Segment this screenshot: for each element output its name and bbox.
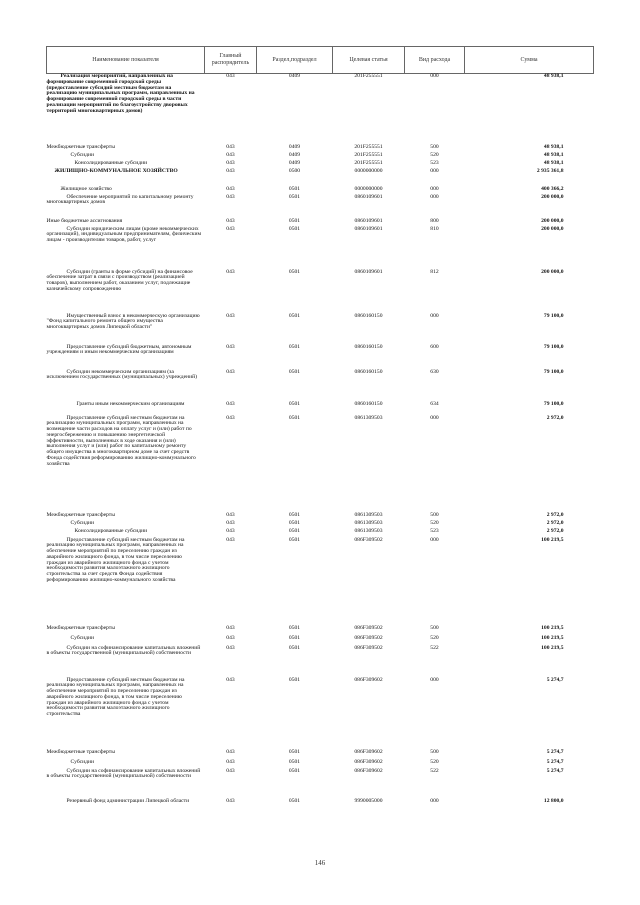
row-name: Консолидированные субсидии: [74, 527, 148, 534]
row-grbs: 043: [226, 767, 235, 774]
row-name: Субсидии (гранты в форме субсидий) на финансовое обеспечение затрат в связи с производством (реализацией товаров), выполнением работ, оказанием услуг, подлежащие казначейскому сопровождению: [46, 268, 193, 292]
row-sum: 48 938,1: [543, 159, 564, 166]
row-name: Реализация мероприятий, направленных на формирование современной городской среды (предоставление субсидий местным бюджетам на реализацию муниципальных программ, направленных на формирование современной городской среды в части реализации мероприятий по благоустройству дворовых территорий многоквартирных домов): [46, 73, 195, 114]
budget-table: [46, 46, 594, 815]
row-sum: 2 972,0: [546, 527, 564, 534]
row-section: 0501: [288, 185, 301, 192]
row-section: 0501: [288, 624, 301, 631]
row-target: 0861309503: [354, 414, 383, 421]
row-expense-type: 520: [430, 758, 439, 765]
row-name: Консолидированные субсидии: [74, 159, 148, 166]
row-section: 0501: [288, 312, 301, 319]
row-grbs: 043: [226, 185, 235, 192]
row-expense-type: 500: [430, 143, 439, 150]
row-grbs: 043: [226, 143, 235, 150]
row-grbs: 043: [226, 511, 235, 518]
row-expense-type: 522: [430, 644, 439, 651]
row-grbs: 043: [226, 634, 235, 641]
row-sum: 5 274,7: [546, 748, 564, 755]
row-target: 9990005000: [354, 797, 383, 804]
row-expense-type: 812: [430, 268, 439, 275]
row-name: Предоставление субсидий местным бюджетам на реализацию муниципальных программ, направленных на обеспечение мероприятий по переселению граждан из аварийного жилищного фонда, в том числе переселению граждан из аварийного жилищного фонда с учетом необходимости развития малоэтажного жилищного строительства: [46, 676, 185, 717]
row-expense-type: 500: [430, 511, 439, 518]
row-grbs: 043: [226, 758, 235, 765]
row-section: 0501: [288, 536, 301, 543]
row-name: Межбюджетные трансферты: [46, 748, 115, 755]
row-section: 0501: [288, 797, 301, 804]
row-name: Резервный фонд администрации Липецкой области: [66, 797, 190, 804]
row-sum: 2 972,0: [546, 519, 564, 526]
row-name: Субсидии: [70, 634, 94, 641]
row-name: Субсидии юридическим лицам (кроме некоммерческих организаций), индивидуальным предпринимателям, физическим лицам - производителям товаров, работ, услуг: [46, 225, 202, 243]
row-target: 201F255551: [354, 143, 383, 150]
row-expense-type: 810: [430, 225, 439, 232]
row-section: 0409: [288, 151, 301, 158]
row-expense-type: 520: [430, 151, 439, 158]
row-section: 0501: [288, 758, 301, 765]
row-name: Имущественный взнос в некоммерческую организацию "Фонд капитального ремонта общего имущества многоквартирных домов Липецкой области": [46, 312, 200, 330]
row-target: 086F309502: [354, 536, 383, 543]
row-expense-type: 523: [430, 159, 439, 166]
row-name: Субсидии некоммерческим организациям (за исключением государственных (муниципальных) учреждений): [46, 368, 197, 381]
row-sum: 200 000,0: [541, 193, 564, 200]
row-sum: 48 938,1: [543, 73, 564, 79]
row-expense-type: 000: [430, 167, 439, 174]
row-section: 0501: [288, 676, 301, 683]
row-grbs: 043: [226, 527, 235, 534]
row-expense-type: 520: [430, 519, 439, 526]
row-name: Предоставление субсидий бюджетным, автономным учреждениям и иным некоммерческим организациям: [46, 343, 192, 356]
row-sum: 200 000,0: [541, 217, 564, 224]
row-section: 0409: [288, 143, 301, 150]
row-target: 0861309503: [354, 527, 383, 534]
row-sum: 5 274,7: [546, 676, 564, 683]
row-sum: 100 219,5: [541, 536, 564, 543]
row-name: Предоставление субсидий местным бюджетам на реализацию муниципальных программ, направленных на обеспечение мероприятий по переселению граждан из аварийного жилищного фонда, в том числе переселению граждан из аварийного жилищного фонда с учетом необходимости развития малоэтажного жилищного строительства за счет средств Фонда содействия реформированию жилищно-коммунального хозяйства: [46, 536, 185, 583]
row-name: Субсидии на софинансирование капитальных вложений в объекты государственной (муниципальной) собственности: [46, 767, 201, 780]
row-name: Межбюджетные трансферты: [46, 511, 115, 518]
row-section: 0501: [288, 644, 301, 651]
row-name: Субсидии: [70, 758, 94, 765]
row-expense-type: 000: [430, 185, 439, 192]
row-target: 086F309502: [354, 644, 383, 651]
row-section: 0409: [288, 73, 301, 79]
row-grbs: 043: [226, 797, 235, 804]
row-expense-type: 000: [430, 414, 439, 421]
row-sum: 2 972,0: [546, 414, 564, 421]
row-expense-type: 000: [430, 73, 439, 79]
row-grbs: 043: [226, 217, 235, 224]
row-sum: 400 366,2: [541, 185, 564, 192]
row-expense-type: 522: [430, 767, 439, 774]
row-target: 0860109601: [354, 225, 383, 232]
row-target: 0000000000: [354, 185, 383, 192]
row-target: 201F255551: [354, 73, 383, 79]
row-grbs: 043: [226, 225, 235, 232]
row-sum: 79 100,0: [543, 368, 564, 375]
row-name: ЖИЛИЩНО-КОММУНАЛЬНОЕ ХОЗЯЙСТВО: [54, 167, 178, 174]
row-grbs: 043: [226, 167, 235, 174]
row-grbs: 043: [226, 73, 235, 79]
header-grbs: Главный распорядитель: [205, 47, 257, 74]
row-target: 201F255551: [354, 159, 383, 166]
row-expense-type: 523: [430, 527, 439, 534]
row-expense-type: 634: [430, 400, 439, 407]
row-section: 0501: [288, 217, 301, 224]
row-target: 0861309503: [354, 519, 383, 526]
row-expense-type: 000: [430, 536, 439, 543]
row-name: Иные бюджетные ассигнования: [46, 217, 123, 224]
row-expense-type: 630: [430, 368, 439, 375]
row-target: 0860109601: [354, 193, 383, 200]
row-section: 0501: [288, 400, 301, 407]
page-number: 146: [314, 859, 326, 867]
row-section: 0501: [288, 748, 301, 755]
row-target: 086F309602: [354, 758, 383, 765]
row-section: 0501: [288, 767, 301, 774]
row-sum: 2 935 361,8: [536, 167, 564, 174]
row-grbs: 043: [226, 536, 235, 543]
row-expense-type: 520: [430, 634, 439, 641]
row-target: 0860109601: [354, 217, 383, 224]
row-grbs: 043: [226, 159, 235, 166]
row-sum: 2 972,0: [546, 511, 564, 518]
header-sum: Сумма: [465, 47, 594, 74]
row-section: 0501: [288, 511, 301, 518]
row-section: 0501: [288, 527, 301, 534]
row-sum: 5 274,7: [546, 758, 564, 765]
row-target: 0861309503: [354, 511, 383, 518]
row-name: Обеспечение мероприятий по капитальному ремонту многоквартирных домов: [46, 193, 194, 206]
row-expense-type: 000: [430, 312, 439, 319]
row-section: 0501: [288, 343, 301, 350]
row-name: Межбюджетные трансферты: [46, 624, 115, 631]
row-sum: 48 938,1: [543, 143, 564, 150]
row-name: Межбюджетные трансферты: [46, 143, 115, 150]
row-section: 0500: [288, 167, 301, 174]
row-grbs: 043: [226, 624, 235, 631]
row-grbs: 043: [226, 312, 235, 319]
row-grbs: 043: [226, 644, 235, 651]
row-expense-type: 500: [430, 748, 439, 755]
row-section: 0501: [288, 268, 301, 275]
row-target: 086F309602: [354, 676, 383, 683]
row-sum: 48 938,1: [543, 151, 564, 158]
row-expense-type: 000: [430, 193, 439, 200]
row-section: 0501: [288, 634, 301, 641]
row-target: 086F309602: [354, 767, 383, 774]
row-name: Предоставление субсидий местным бюджетам на реализацию муниципальных программ, направленных на возмещение части расходов на оплату услуг и (или) работ по энергосбережению и повышению энергетической эффективности, выполненных в ходе оказания и (или) выполнения услуг и (или) работ по капитальному ремонту общего имущества в многоквартирном доме за счет средств Фонда содействия реформированию жилищно-коммунального хозяйства: [46, 414, 196, 467]
row-name: Субсидии: [70, 519, 94, 526]
row-target: 086F309602: [354, 748, 383, 755]
row-target: 0000000000: [354, 167, 383, 174]
row-expense-type: 800: [430, 217, 439, 224]
row-grbs: 043: [226, 748, 235, 755]
row-sum: 100 219,5: [541, 634, 564, 641]
header-name: Наименование показателя: [47, 47, 205, 74]
row-sum: 100 219,5: [541, 624, 564, 631]
row-grbs: 043: [226, 368, 235, 375]
header-section: Раздел,подраздел: [257, 47, 333, 74]
row-sum: 200 000,0: [541, 268, 564, 275]
row-name: Гранты иным некоммерческим организациям: [76, 400, 185, 407]
row-grbs: 043: [226, 151, 235, 158]
row-target: 201F255551: [354, 151, 383, 158]
row-grbs: 043: [226, 414, 235, 421]
row-grbs: 043: [226, 519, 235, 526]
row-target: 0860160150: [354, 343, 383, 350]
row-target: 0860160150: [354, 312, 383, 319]
row-section: 0501: [288, 193, 301, 200]
row-grbs: 043: [226, 343, 235, 350]
row-expense-type: 600: [430, 343, 439, 350]
row-sum: 200 000,0: [541, 225, 564, 232]
row-name: Субсидии: [70, 151, 94, 158]
row-sum: 79 100,0: [543, 400, 564, 407]
row-expense-type: 500: [430, 624, 439, 631]
row-grbs: 043: [226, 268, 235, 275]
row-target: 086F309502: [354, 634, 383, 641]
row-grbs: 043: [226, 193, 235, 200]
row-sum: 5 274,7: [546, 767, 564, 774]
row-grbs: 043: [226, 676, 235, 683]
row-name: Субсидии на софинансирование капитальных вложений в объекты государственной (муниципальной) собственности: [46, 644, 201, 657]
row-expense-type: 000: [430, 797, 439, 804]
row-section: 0501: [288, 519, 301, 526]
table-header-row: [47, 47, 594, 74]
row-section: 0501: [288, 414, 301, 421]
row-section: 0501: [288, 368, 301, 375]
header-expense-type: Вид расхода: [405, 47, 465, 74]
row-section: 0501: [288, 225, 301, 232]
row-target: 0860160150: [354, 400, 383, 407]
row-expense-type: 000: [430, 676, 439, 683]
row-sum: 79 100,0: [543, 312, 564, 319]
row-name: Жилищное хозяйство: [60, 185, 112, 192]
row-target: 0860160150: [354, 368, 383, 375]
row-sum: 12 800,0: [543, 797, 564, 804]
row-sum: 100 219,5: [541, 644, 564, 651]
header-target: Целевая статья: [333, 47, 405, 74]
row-sum: 79 100,0: [543, 343, 564, 350]
row-section: 0409: [288, 159, 301, 166]
row-target: 086F309502: [354, 624, 383, 631]
row-target: 0860109601: [354, 268, 383, 275]
row-grbs: 043: [226, 400, 235, 407]
